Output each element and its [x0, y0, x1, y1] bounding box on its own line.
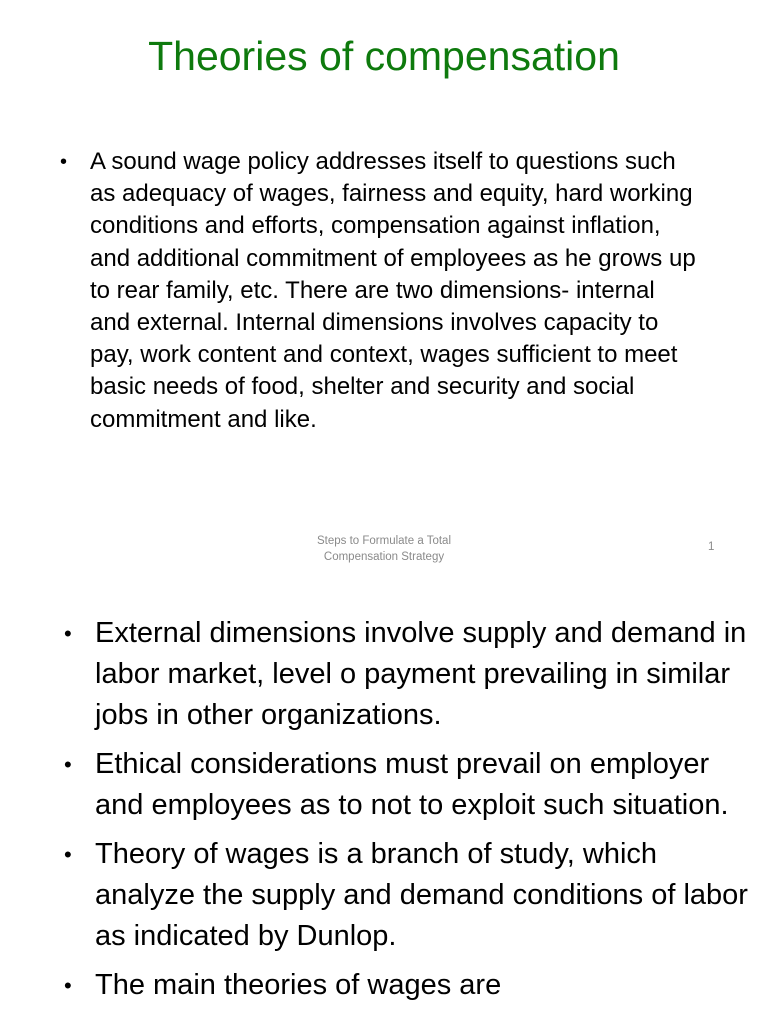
slide-footer	[284, 533, 484, 565]
list-item	[64, 744, 764, 826]
bullet-text: Theory of wages is a branch of study, which analyze the supply and demand conditions of labor as indicated by Dunlop.	[95, 838, 748, 952]
footer-line: Steps to Formulate a Total	[316, 535, 452, 547]
list-item	[64, 613, 764, 736]
slide2-bullet-list	[64, 613, 764, 1014]
bullet-text: A sound wage policy addresses itself to questions such as adequacy of wages, fairness and equity, hard working conditions and efforts, compensation against inflation, and additional commitment of employees as he grows up to rear family, etc. There are two dimensions- internal and external. Internal dimensions involves capacity to pay, work content and context, wages sufficient to meet basic needs of food, shelter and security and social commitment and like.	[90, 148, 696, 433]
bullet-icon: •	[64, 752, 72, 777]
page-number: 1	[708, 541, 715, 553]
bullet-text: Ethical considerations must prevail on employer and employees as to not to exploit such situation.	[95, 748, 729, 821]
bullet-text: External dimensions involve supply and demand in labor market, level o payment prevailing in similar jobs in other organizations.	[95, 617, 747, 731]
list-item	[64, 965, 764, 1006]
bullet-icon: •	[64, 973, 72, 998]
list-item	[64, 834, 764, 957]
bullet-text: The main theories of wages are	[95, 969, 502, 1001]
slide-title: Theories of compensation	[148, 33, 620, 79]
bullet-icon: •	[64, 621, 72, 646]
bullet-icon: •	[64, 842, 72, 867]
bullet-icon: •	[60, 151, 68, 173]
footer-line: Compensation Strategy	[323, 551, 445, 563]
slide1-bullet-list	[60, 146, 700, 436]
list-item	[60, 146, 700, 436]
